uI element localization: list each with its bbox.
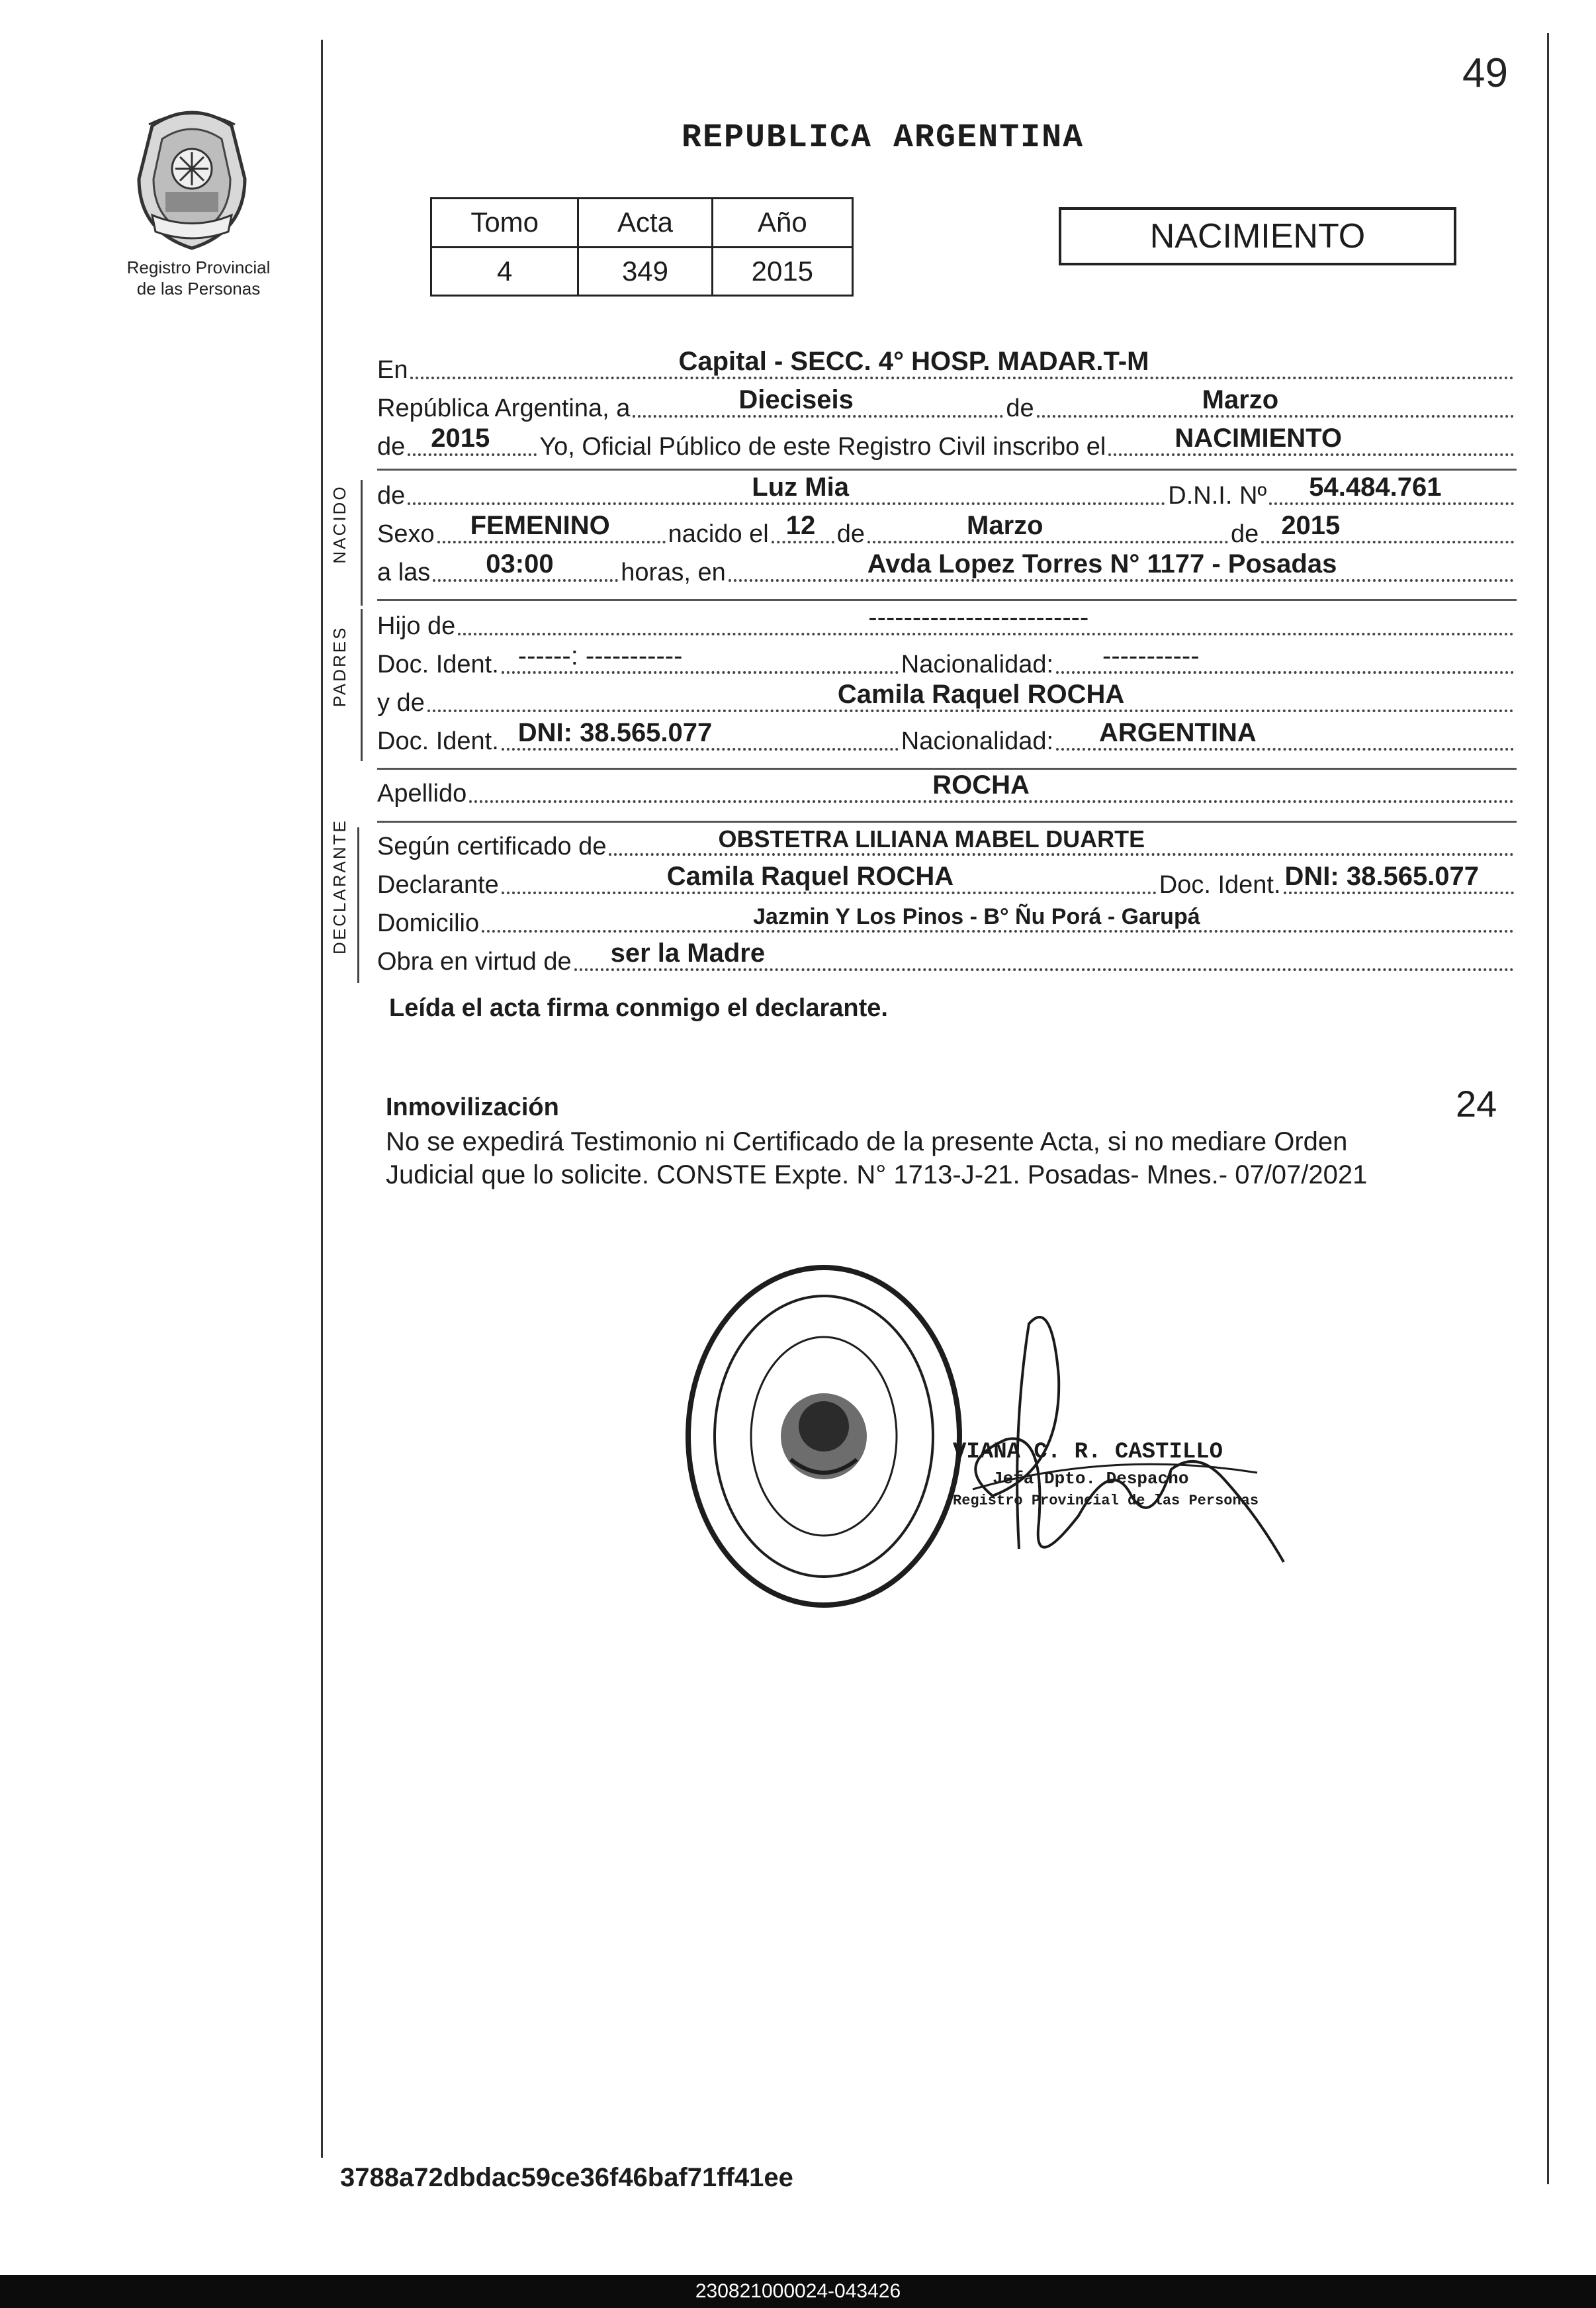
- dots-declarante: [502, 862, 1157, 901]
- logo-caption-line-2: de las Personas: [136, 279, 261, 299]
- label-a-las: a las: [377, 559, 431, 586]
- label-mother-nationality: Nacionalidad:: [901, 727, 1054, 755]
- value-time: 03:00: [486, 549, 554, 578]
- record-table: [430, 197, 854, 297]
- value-month: Marzo: [1202, 385, 1279, 414]
- label-obra: Obra en virtud de: [377, 948, 572, 976]
- line-hijo-de: [377, 604, 1517, 642]
- value-birth-day: 12: [785, 511, 816, 540]
- label-nacido-el: nacido el: [668, 520, 769, 548]
- misiones-seal-icon: [112, 99, 271, 258]
- value-declarante-doc: DNI: 38.565.077: [1284, 862, 1480, 891]
- inmovilizacion-line-1: No se expedirá Testimonio ni Certificado de la presente Acta, si no mediare Orden: [386, 1127, 1348, 1156]
- value-certificado: OBSTETRA LILIANA MABEL DUARTE: [718, 825, 1145, 853]
- value-child-dni: 54.484.761: [1309, 473, 1442, 502]
- document-title: REPUBLICA ARGENTINA: [682, 119, 1085, 157]
- label-de-birth-month: de: [836, 520, 865, 548]
- left-margin-line: [321, 40, 323, 2158]
- label-sexo: Sexo: [377, 520, 435, 548]
- line-mother-doc: [377, 719, 1517, 757]
- record-header-tomo: Tomo: [431, 199, 578, 248]
- value-obra: ser la Madre: [610, 939, 766, 968]
- value-father-nationality: -----------: [1102, 641, 1200, 670]
- dots-name: [408, 473, 1165, 512]
- label-horas-en: horas, en: [621, 559, 726, 586]
- line-en: [377, 347, 1517, 386]
- dots-dni: [1269, 473, 1514, 512]
- dots-day: [633, 386, 1003, 424]
- label-mother-doc: Doc. Ident.: [377, 727, 499, 755]
- dots-sexo: [437, 512, 666, 550]
- separator-padres: [377, 768, 1517, 770]
- label-republica: República Argentina, a: [377, 394, 631, 422]
- value-child-name: Luz Mia: [752, 473, 849, 502]
- province-logo: [112, 99, 271, 258]
- dots-father: [458, 604, 1514, 642]
- line-year: [377, 424, 1517, 463]
- dots-inscribo: [1108, 424, 1514, 463]
- closing-text: Leída el acta firma conmigo el declarante.: [389, 994, 888, 1022]
- value-year: 2015: [431, 424, 490, 453]
- declarante-bar: [357, 827, 359, 983]
- line-nacido-name: [377, 473, 1517, 512]
- label-de-year: de: [377, 433, 406, 461]
- value-father-doc: ------: -----------: [517, 641, 683, 670]
- inmovilizacion-title: Inmovilización: [386, 1093, 559, 1121]
- dots-declarante-doc: [1284, 862, 1514, 901]
- dots-certificado: [609, 824, 1514, 862]
- line-republica: [377, 386, 1517, 424]
- section-label-padres: PADRES: [330, 625, 349, 708]
- value-domicilio: Jazmin Y Los Pinos - B° Ñu Porá - Garupá: [753, 904, 1200, 929]
- record-value-tomo: 4: [431, 247, 578, 296]
- line-apellido: [377, 771, 1517, 809]
- right-margin-line: [1547, 33, 1549, 2184]
- signer-name: VIANA C. R. CASTILLO: [953, 1440, 1223, 1465]
- label-father-nationality: Nacionalidad:: [901, 651, 1054, 678]
- label-yo: Yo, Oficial Público de este Registro Civil inscribo el: [539, 433, 1106, 461]
- nacido-bar: [361, 480, 363, 606]
- dots-birth-place: [729, 550, 1514, 588]
- dots-birth-day: [772, 512, 834, 550]
- line-obra: [377, 939, 1517, 978]
- value-mother: Camila Raquel ROCHA: [837, 680, 1125, 709]
- inmovilizacion-number: 24: [1456, 1083, 1497, 1125]
- value-declarante: Camila Raquel ROCHA: [666, 862, 954, 891]
- line-father-doc: [377, 642, 1517, 680]
- dots-apellido: [469, 771, 1514, 809]
- label-segun: Según certificado de: [377, 833, 607, 860]
- line-segun: [377, 824, 1517, 862]
- footer-bar: 230821000024-043426: [0, 2275, 1596, 2308]
- label-hijo-de: Hijo de: [377, 612, 456, 640]
- inmovilizacion-line-2: Judicial que lo solicite. CONSTE Expte. N° 1713-J-21. Posadas- Mnes.- 07/07/2021: [386, 1160, 1368, 1189]
- line-nacido-hora: [377, 550, 1517, 588]
- value-birth-month: Marzo: [967, 511, 1043, 540]
- signer-block: [953, 1440, 1284, 1509]
- dots-mother-doc: [502, 719, 899, 757]
- line-domicilio: [377, 901, 1517, 939]
- label-dni: D.N.I. Nº: [1168, 482, 1267, 510]
- record-header-ano: Año: [712, 199, 852, 248]
- signer-title: Jefa Dpto. Despacho: [993, 1469, 1189, 1489]
- value-mother-nationality: ARGENTINA: [1099, 718, 1257, 747]
- dots-time: [433, 550, 618, 588]
- dots-birth-year: [1261, 512, 1514, 550]
- document-hash: 3788a72dbdac59ce36f46baf71ff41ee: [340, 2163, 793, 2192]
- separator-apellido: [377, 821, 1517, 823]
- section-label-nacido: NACIDO: [330, 485, 349, 564]
- label-declarante: Declarante: [377, 871, 499, 899]
- page-number: 49: [1462, 50, 1508, 96]
- inmovilizacion-text: [386, 1125, 1478, 1191]
- line-declarante: [377, 862, 1517, 901]
- record-header-acta: Acta: [578, 199, 712, 248]
- label-de-name: de: [377, 482, 406, 510]
- dots-obra: [574, 939, 1514, 978]
- label-de-birth-year: de: [1231, 520, 1259, 548]
- label-y-de: y de: [377, 689, 425, 717]
- value-mother-doc: DNI: 38.565.077: [517, 718, 713, 747]
- value-place: Capital - SECC. 4° HOSP. MADAR.T-M: [678, 347, 1149, 376]
- dots-mother: [427, 680, 1514, 719]
- dots-month: [1037, 386, 1514, 424]
- dots-year: [408, 424, 537, 463]
- value-day: Dieciseis: [738, 385, 854, 414]
- section-label-declarante: DECLARANTE: [330, 819, 349, 954]
- dots-father-nationality: [1056, 642, 1514, 680]
- record-value-acta: 349: [578, 247, 712, 296]
- value-apellido: ROCHA: [932, 770, 1030, 800]
- separator-intro: [377, 469, 1517, 471]
- line-y-de: [377, 680, 1517, 719]
- label-en: En: [377, 356, 408, 384]
- value-father: -------------------------: [868, 603, 1089, 632]
- value-birth-place: Avda Lopez Torres N° 1177 - Posadas: [867, 549, 1337, 578]
- dots-domicilio: [482, 901, 1514, 939]
- label-apellido: Apellido: [377, 780, 467, 808]
- dots-mother-nationality: [1056, 719, 1514, 757]
- label-de-month: de: [1006, 394, 1034, 422]
- logo-caption: [99, 257, 298, 299]
- value-inscribo: NACIMIENTO: [1175, 424, 1342, 453]
- dots-birth-month: [867, 512, 1228, 550]
- label-father-doc: Doc. Ident.: [377, 651, 499, 678]
- padres-bar: [361, 609, 363, 761]
- record-type-box: NACIMIENTO: [1059, 207, 1456, 265]
- line-nacido-sexo: [377, 512, 1517, 550]
- separator-nacido: [377, 599, 1517, 601]
- logo-caption-line-1: Registro Provincial: [126, 257, 271, 277]
- dots-en: [410, 347, 1514, 386]
- label-domicilio: Domicilio: [377, 909, 480, 937]
- label-declarante-doc: Doc. Ident.: [1159, 871, 1281, 899]
- value-birth-year: 2015: [1281, 511, 1341, 540]
- value-sexo: FEMENINO: [470, 511, 610, 540]
- dots-father-doc: [502, 642, 899, 680]
- signer-org: Registro Provincial de las Personas: [953, 1493, 1259, 1509]
- record-value-ano: 2015: [712, 247, 852, 296]
